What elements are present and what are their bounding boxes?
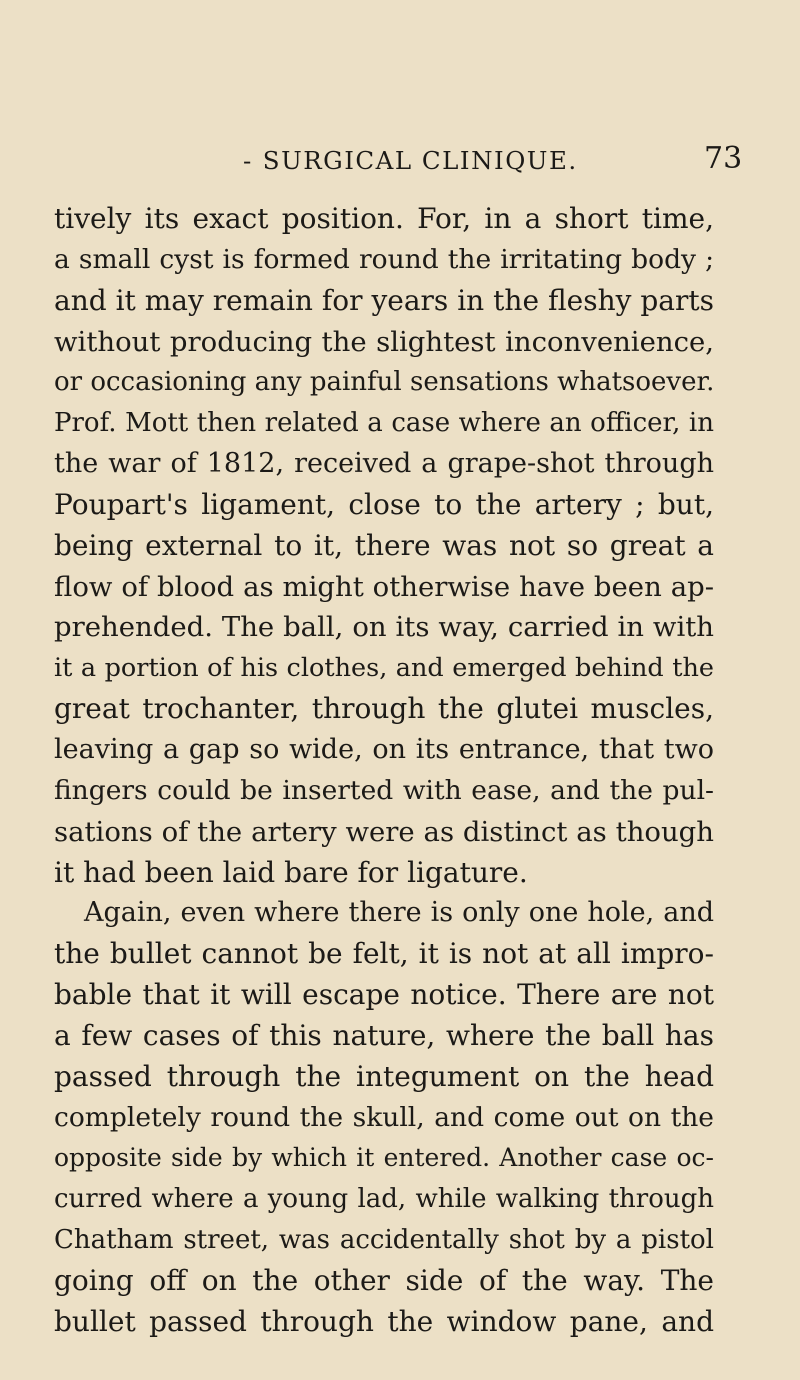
text-line: great trochanter, through the glutei muscles,	[54, 692, 714, 726]
text-line: bable that it will escape notice. There are not	[54, 978, 714, 1012]
text-line: it had been laid bare for ligature.	[54, 855, 528, 889]
text-line: tively its exact position. For, in a short time,	[54, 202, 714, 235]
text-line: Chatham street, was accidentally shot by a pistol	[54, 1225, 714, 1256]
text-line: prehended. The ball, on its way, carried in with	[54, 611, 714, 644]
text-line: a small cyst is formed round the irritating body ;	[54, 243, 714, 275]
running-head	[0, 141, 800, 182]
page-number: 73	[704, 141, 743, 176]
text-line: opposite side by which it entered. Another case oc-	[54, 1143, 714, 1173]
text-line: bullet passed through the window pane, and	[54, 1304, 714, 1338]
text-line: fingers could be inserted with ease, and the pul-	[54, 774, 714, 806]
text-line: or occasioning any painful sensations whatsoever.	[54, 367, 715, 398]
running-title-dash: -	[243, 146, 253, 175]
text-line: the war of 1812, received a grape-shot through	[54, 448, 714, 480]
text-line: Poupart's ligament, close to the artery ; but,	[54, 487, 714, 521]
running-title-text: SURGICAL CLINIQUE.	[262, 146, 578, 175]
text-line: a few cases of this nature, where the ball has	[54, 1018, 714, 1052]
text-line: and it may remain for years in the fleshy parts	[54, 283, 714, 317]
text-line: completely round the skull, and come out on the	[54, 1101, 714, 1133]
text-line-paragraph-start: Again, even where there is only one hole, and	[84, 897, 714, 929]
text-line: flow of blood as might otherwise have been ap-	[54, 570, 714, 603]
running-title	[243, 146, 578, 175]
text-line: curred where a young lad, while walking through	[54, 1184, 714, 1215]
text-line: being external to it, there was not so great a	[54, 528, 714, 562]
text-line: Prof. Mott then related a case where an officer, in	[54, 408, 714, 439]
body-text	[54, 199, 714, 1343]
text-line: it a portion of his clothes, and emerged behind the	[54, 653, 714, 684]
text-line: leaving a gap so wide, on its entrance, that two	[54, 733, 714, 765]
text-line: the bullet cannot be felt, it is not at all impro-	[54, 937, 714, 971]
text-line: without producing the slightest inconvenience,	[54, 325, 714, 358]
text-line: going off on the other side of the way. The	[54, 1263, 714, 1297]
text-line: sations of the artery were as distinct as though	[54, 815, 714, 848]
text-line: passed through the integument on the head	[54, 1059, 714, 1093]
